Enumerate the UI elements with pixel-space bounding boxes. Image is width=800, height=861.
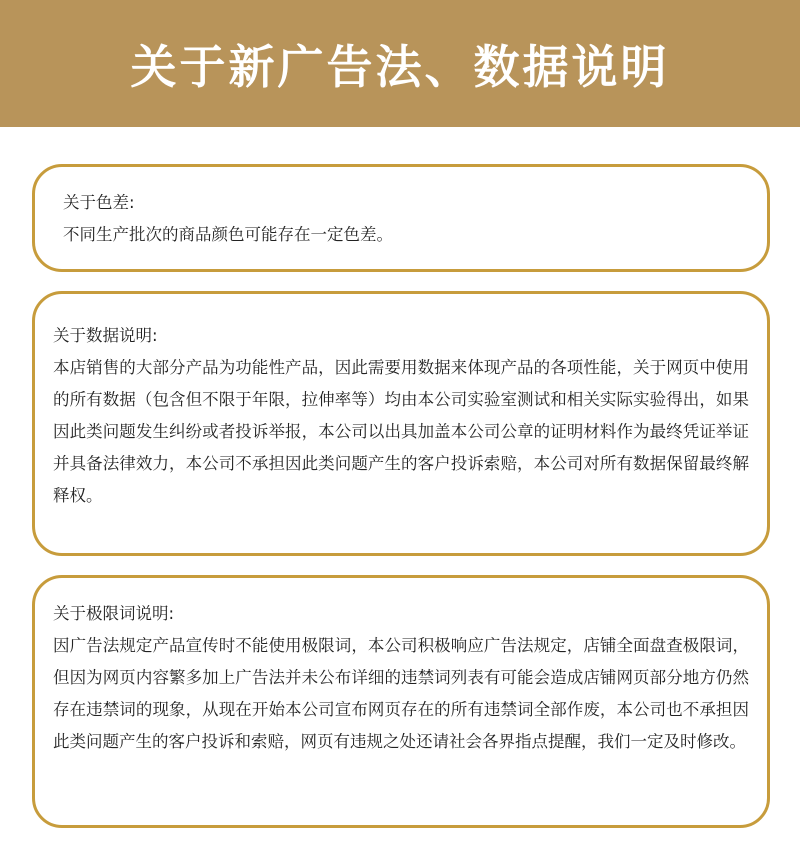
section-heading: 关于数据说明: xyxy=(53,326,158,345)
section-body: 本店销售的大部分产品为功能性产品，因此需要用数据来体现产品的各项性能，关于网页中使用的所有数据（包含但不限于年限，拉伸率等）均由本公司实验室测试和相关实际实验得出，如果因此类问题发生纠纷或者投诉举报，本公司以出具加盖本公司公章的证明材料作为最终凭证举证并具备法律效力，本公司不承担因此类问题产生的客户投诉索赔，本公司对所有数据保留最终解释权。 xyxy=(53,358,749,505)
color-difference-section xyxy=(32,164,770,272)
section-heading: 关于色差: xyxy=(63,193,135,212)
page-title: 关于新广告法、数据说明 xyxy=(130,39,670,94)
data-statement-section xyxy=(32,291,770,556)
section-body: 因广告法规定产品宣传时不能使用极限词，本公司积极响应广告法规定，店铺全面盘查极限词，但因为网页内容繁多加上广告法并未公布详细的违禁词列表有可能会造成店铺网页部分地方仍然存在违禁词的现象，从现在开始本公司宣布网页存在的所有违禁词全部作废，本公司也不承担因此类问题产生的客户投诉和索赔，网页有违规之处还请社会各界指点提醒，我们一定及时修改。 xyxy=(53,636,749,751)
section-body: 不同生产批次的商品颜色可能存在一定色差。 xyxy=(63,225,393,244)
header-banner xyxy=(0,0,800,127)
superlative-words-section xyxy=(32,575,770,828)
section-heading: 关于极限词说明: xyxy=(53,604,175,623)
